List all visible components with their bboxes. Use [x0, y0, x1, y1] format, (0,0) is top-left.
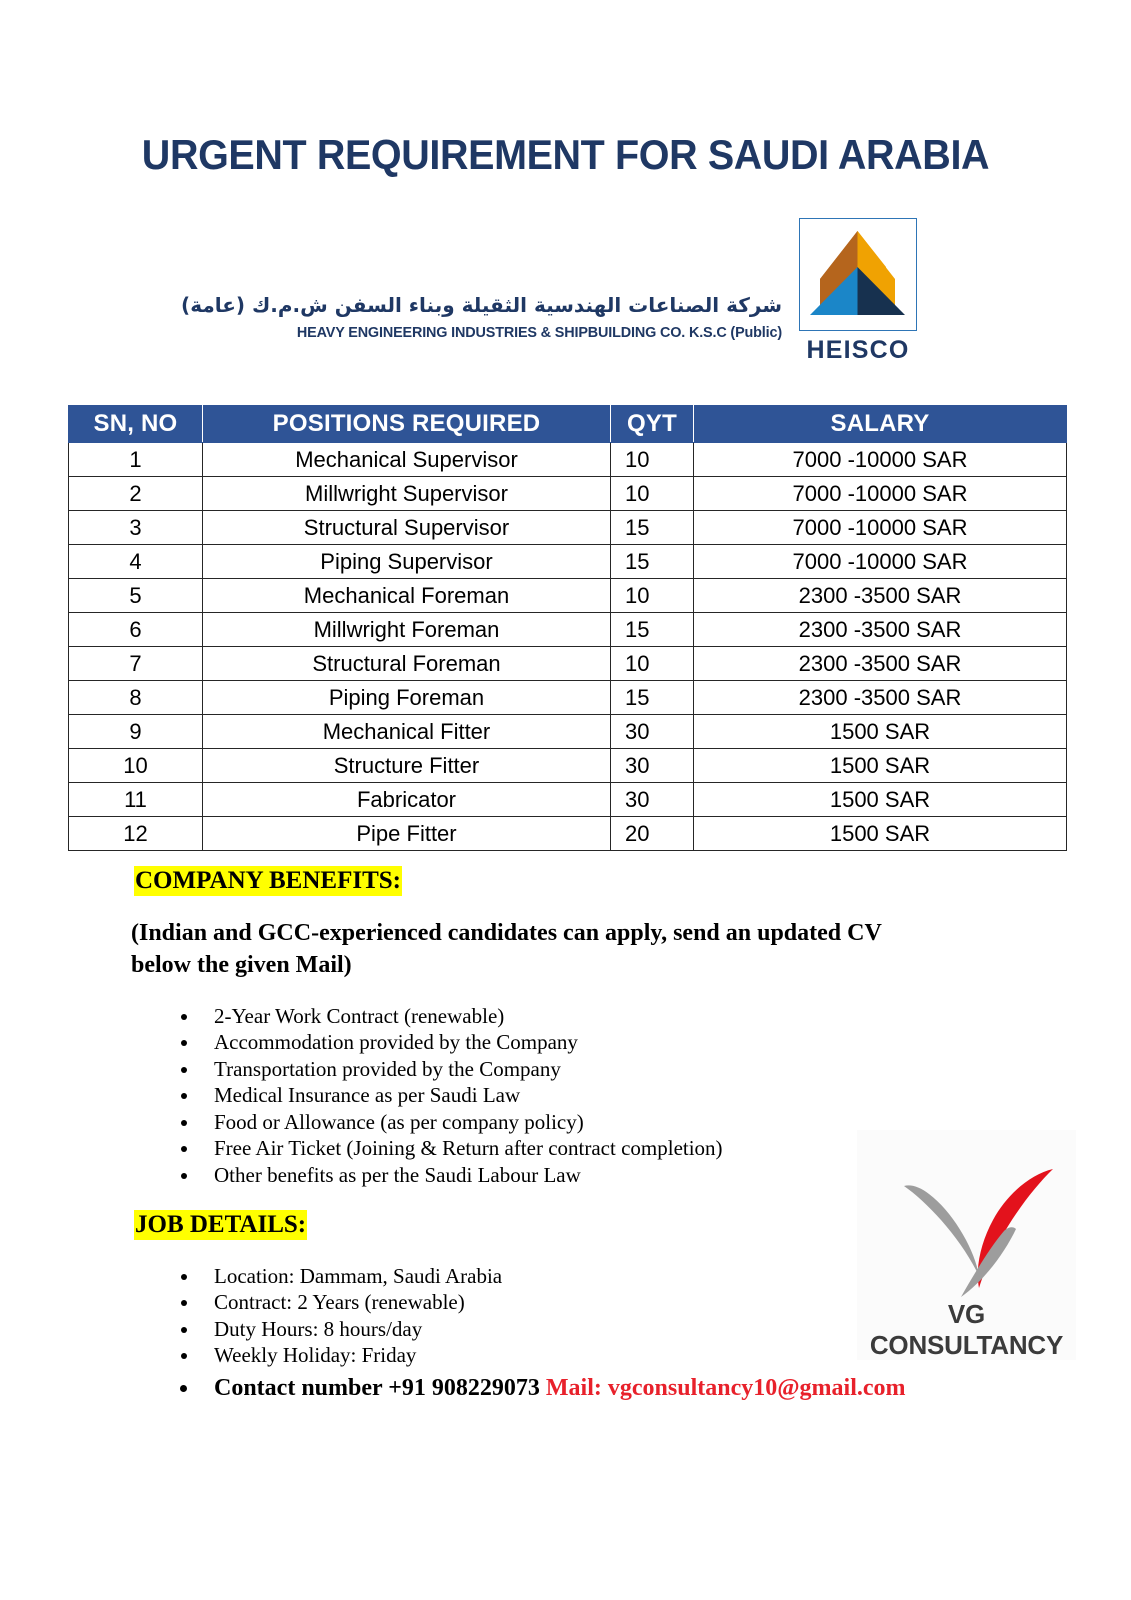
column-header-position: POSITIONS REQUIRED: [203, 406, 611, 443]
cell-position: Structural Foreman: [203, 647, 611, 681]
cell-salary: 2300 -3500 SAR: [694, 613, 1067, 647]
table-row: [69, 715, 1067, 749]
list-item: • Transportation provided by the Company: [200, 1056, 723, 1082]
cell-salary: 1500 SAR: [694, 783, 1067, 817]
company-benefits-heading: COMPANY BENEFITS:: [135, 867, 401, 894]
cell-salary: 2300 -3500 SAR: [694, 681, 1067, 715]
company-benefits-heading-wrap: [134, 866, 402, 896]
column-header-qyt: QYT: [611, 406, 694, 443]
cell-salary: 1500 SAR: [694, 715, 1067, 749]
cell-sn: 2: [69, 477, 203, 511]
list-item: • Contract: 2 Years (renewable): [200, 1289, 906, 1315]
vg-consultancy-wordmark: VG CONSULTANCY: [869, 1299, 1064, 1360]
cell-position: Fabricator: [203, 783, 611, 817]
table-row: [69, 817, 1067, 851]
cell-sn: 7: [69, 647, 203, 681]
list-item: • Duty Hours: 8 hours/day: [200, 1316, 906, 1342]
table-row: [69, 613, 1067, 647]
job-details-heading-wrap: [134, 1210, 307, 1240]
table-row: [69, 783, 1067, 817]
company-arabic-name: شركة الصناعات الهندسية الثقيلة وبناء السفن ش.م.ك (عامة): [181, 293, 782, 317]
table-row: [69, 579, 1067, 613]
cell-qyt: 30: [611, 783, 694, 817]
cell-salary: 7000 -10000 SAR: [694, 545, 1067, 579]
job-details-heading: JOB DETAILS:: [135, 1211, 307, 1238]
cell-position: Structure Fitter: [203, 749, 611, 783]
apply-note: (Indian and GCC-experienced candidates can apply, send an updated CV below the given Mail): [131, 920, 882, 978]
cell-qyt: 30: [611, 715, 694, 749]
heisco-logo: [799, 218, 917, 373]
column-header-sn: SN, NO: [69, 406, 203, 443]
heisco-wordmark: HEISCO: [806, 336, 910, 364]
table-row: [69, 443, 1067, 477]
company-names: [181, 292, 782, 341]
cell-position: Piping Foreman: [203, 681, 611, 715]
table-row: [69, 545, 1067, 579]
cell-qyt: 10: [611, 443, 694, 477]
cell-qyt: 10: [611, 477, 694, 511]
cell-salary: 1500 SAR: [694, 817, 1067, 851]
table-row: [69, 681, 1067, 715]
vg-swoosh-checkmark-icon: [857, 1130, 1076, 1305]
table-row: [69, 749, 1067, 783]
list-item: • Accommodation provided by the Company: [200, 1029, 723, 1055]
cell-sn: 5: [69, 579, 203, 613]
table-header-row: [69, 406, 1067, 443]
cell-position: Mechanical Supervisor: [203, 443, 611, 477]
cell-sn: 10: [69, 749, 203, 783]
cell-position: Millwright Foreman: [203, 613, 611, 647]
list-item: • 2-Year Work Contract (renewable): [200, 1003, 723, 1029]
cell-qyt: 15: [611, 613, 694, 647]
cell-qyt: 15: [611, 511, 694, 545]
cell-sn: 8: [69, 681, 203, 715]
cell-qyt: 10: [611, 647, 694, 681]
cell-sn: 11: [69, 783, 203, 817]
cell-sn: 3: [69, 511, 203, 545]
cell-salary: 7000 -10000 SAR: [694, 511, 1067, 545]
contact-list-item: [200, 1373, 906, 1403]
list-item: • Weekly Holiday: Friday: [200, 1342, 906, 1368]
list-item: • Location: Dammam, Saudi Arabia: [200, 1263, 906, 1289]
cell-sn: 4: [69, 545, 203, 579]
list-item: • Free Air Ticket (Joining & Return after contract completion): [200, 1135, 723, 1161]
contact-number: Contact number +91 908229073: [214, 1374, 540, 1401]
vg-consultancy-logo: [857, 1130, 1076, 1360]
cell-position: Mechanical Foreman: [203, 579, 611, 613]
cell-sn: 9: [69, 715, 203, 749]
cell-salary: 7000 -10000 SAR: [694, 443, 1067, 477]
cell-position: Pipe Fitter: [203, 817, 611, 851]
table-row: [69, 477, 1067, 511]
cell-salary: 2300 -3500 SAR: [694, 647, 1067, 681]
cell-salary: 7000 -10000 SAR: [694, 477, 1067, 511]
cell-qyt: 10: [611, 579, 694, 613]
cell-sn: 12: [69, 817, 203, 851]
heisco-chevron-mountain-icon: [799, 218, 917, 331]
list-item: • Medical Insurance as per Saudi Law: [200, 1082, 723, 1108]
cell-position: Structural Supervisor: [203, 511, 611, 545]
contact-email[interactable]: Mail: vgconsultancy10@gmail.com: [545, 1374, 906, 1401]
column-header-salary: SALARY: [694, 406, 1067, 443]
cell-salary: 1500 SAR: [694, 749, 1067, 783]
positions-table-body: [69, 443, 1067, 851]
list-item: • Other benefits as per the Saudi Labour Law: [200, 1162, 723, 1188]
cell-salary: 2300 -3500 SAR: [694, 579, 1067, 613]
cell-position: Millwright Supervisor: [203, 477, 611, 511]
cell-qyt: 15: [611, 545, 694, 579]
cell-position: Piping Supervisor: [203, 545, 611, 579]
cell-sn: 6: [69, 613, 203, 647]
cell-qyt: 15: [611, 681, 694, 715]
job-details-list: [172, 1263, 906, 1403]
page-title: URGENT REQUIREMENT FOR SAUDI ARABIA: [141, 131, 990, 178]
table-row: [69, 647, 1067, 681]
cell-sn: 1: [69, 443, 203, 477]
positions-table: [68, 405, 1067, 851]
benefits-list: [172, 1003, 723, 1188]
list-item: • Food or Allowance (as per company policy): [200, 1109, 723, 1135]
cell-qyt: 20: [611, 817, 694, 851]
table-row: [69, 511, 1067, 545]
cell-qyt: 30: [611, 749, 694, 783]
company-english-name: HEAVY ENGINEERING INDUSTRIES & SHIPBUILDING CO. K.S.C (Public): [296, 325, 782, 341]
company-header: [0, 218, 1131, 373]
cell-position: Mechanical Fitter: [203, 715, 611, 749]
